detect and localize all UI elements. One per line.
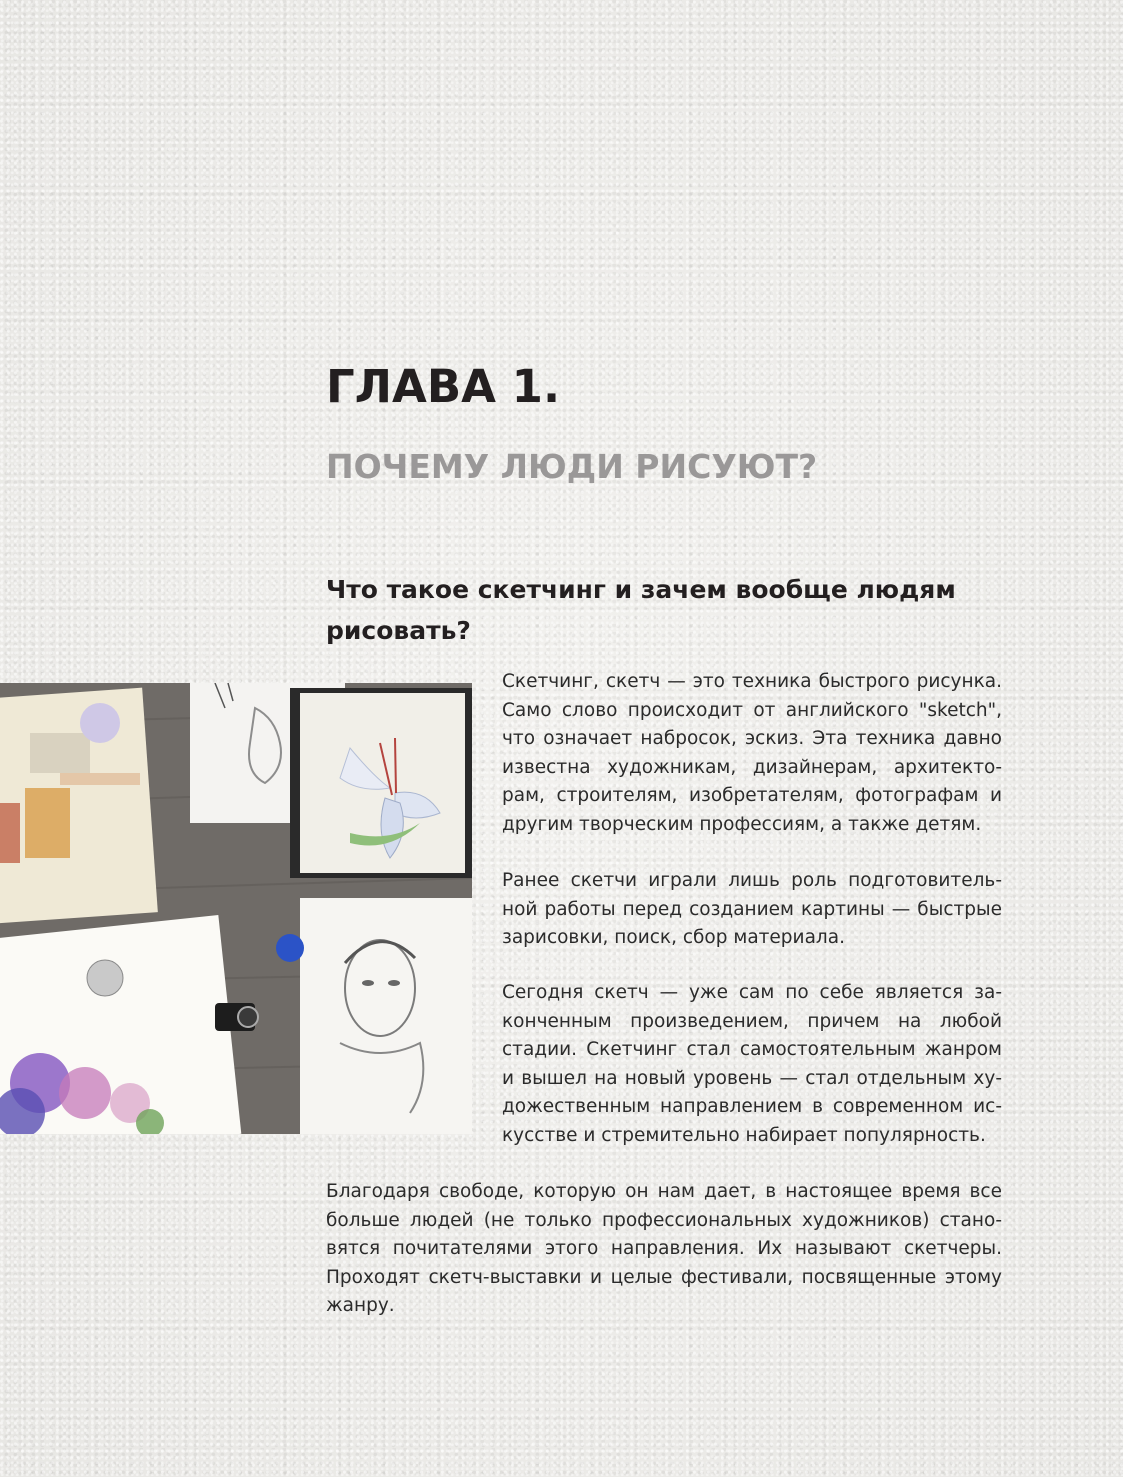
sketchbooks-photo xyxy=(0,683,472,1134)
section-heading: Что такое скетчинг и зачем вообще людям рисовать? xyxy=(326,575,956,645)
paragraph-3: Сегодня скетч — уже сам по себе является законченным произведением, причем на любой стадии. Скетчинг стал самостоятельным жанром и вышел на новый уровень — стал отдельным художественным направлением в современном искусстве и стремительно набирает популярность. xyxy=(502,982,1002,1146)
paragraph-2: Ранее скетчи играли лишь роль подготовительной работы перед созданием картины — быстрые зарисовки, поиск, сбор материала. xyxy=(502,870,1002,949)
chapter-title: ГЛАВА 1. xyxy=(326,360,561,413)
paragraph-1: Скетчинг, скетч — это техника быстрого рисунка. Само слово происходит от английского "sketch", что означает набросок, эскиз. Эта техника давно известна художникам, дизайнерам, архитекторам, строителям, изобретателям, фотографам и другим творческим профессиям, а также детям. xyxy=(502,671,1002,835)
chapter-subtitle: ПОЧЕМУ ЛЮДИ РИСУЮТ? xyxy=(326,447,818,486)
paragraph-4: Благодаря свободе, которую он нам дает, в настоящее время все больше людей (не только профессиональных художников) становятся почитателями этого направления. Их называют скетчеры. Проходят скетч-выставки и целые фестивали, посвященные этому жанру. xyxy=(326,1181,1002,1317)
